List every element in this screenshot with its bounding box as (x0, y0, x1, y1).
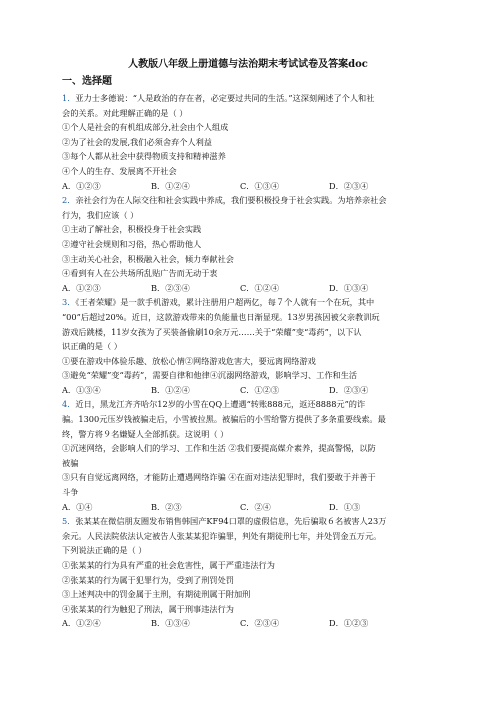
question-2 (62, 193, 434, 295)
statement-line: 斗争 (62, 487, 79, 498)
question-stem-line (62, 514, 434, 529)
statement-line: ③避免“荣耀”变“毒药”，需要自律和他律④沉溺网络游戏，影响学习、工作和生活 (62, 370, 358, 381)
statement-line: ③主动关心社会，积极融入社会，倾力奉献社会 (62, 253, 234, 264)
statement-line: ①张某某的行为具有严重的社会危害性，属于严重违法行为 (62, 560, 275, 570)
question-stem-text: 游戏后跳楼，11岁女孩为了买装备偷刷10余万元……关于“荣耀”变“毒药”，以下认 (62, 326, 362, 337)
answer-option: C．②④ (240, 501, 271, 512)
question-stem-line (62, 193, 434, 208)
statement-line: ①个人是社会的有机组成部分,社会由个人组成 (62, 122, 229, 133)
answer-option: B．②③④ (151, 282, 190, 293)
question-stem-text: 识正确的是（ ） (62, 341, 122, 352)
question-stem-text: 会的关系。对此理解正确的是（ ） (62, 107, 188, 118)
answer-options (62, 500, 434, 515)
statement-line: ②遵守社会规则和习俗，热心帮助他人 (62, 238, 202, 249)
statement-line: ②为了社会的发展,我们必须舍弃个人利益 (62, 136, 212, 147)
statement-line: ①主动了解社会，积极投身于社会实践 (62, 224, 202, 235)
question-4 (62, 397, 434, 514)
answer-option: A．①④ (62, 501, 93, 512)
answer-option: B．①②④ (151, 384, 190, 395)
answer-option: B．①②④ (151, 180, 190, 191)
statement-line: ④张某某的行为触犯了刑法，属于刑事违法行为 (62, 603, 234, 614)
statement-line: ④看到有人在公共场所乱贴广告而无动于衷 (62, 268, 218, 279)
answer-option: A．①②④ (62, 618, 101, 629)
question-stem-text: 《王者荣耀》是一款手机游戏，累计注册用户超两亿，每７个人就有一个在玩，其中 (75, 297, 375, 308)
answer-options (62, 281, 434, 296)
answer-option: D．②③④ (329, 384, 369, 395)
question-stem-line (62, 295, 434, 310)
question-stem-line (62, 427, 434, 442)
question-number: 2． (62, 195, 76, 206)
answer-options (62, 179, 434, 194)
question-stem-line (62, 543, 434, 558)
question-stem-text: 亲社会行为在人际交往和社会实践中养成，我们要积极投身于社会实践。为培养亲社会 (75, 195, 387, 206)
question-stem-text: “00”后超过20%。近日，这款游戏带来的负能量也日渐显现。13岁男孩因被父亲教训玩 (62, 311, 380, 322)
answer-option: B．②③ (151, 501, 182, 512)
statement-line: ①要在游戏中体验乐趣、放松心情②网络游戏危害大，要远离网络游戏 (62, 355, 316, 366)
answer-options (62, 616, 434, 631)
question-stem-line (62, 412, 434, 427)
question-1 (62, 91, 434, 193)
statement-line: 被骗 (62, 457, 79, 468)
question-number: 4． (62, 399, 76, 410)
question-stem-text: 余元。人民法院依法认定被告人张某某犯诈骗罪，判处有期徒刑七年，并处罚金五万元。 (62, 530, 382, 541)
statement-line: ③每个人都从社会中获得物质支持和精神滋养 (62, 151, 226, 162)
question-3 (62, 295, 434, 397)
question-stem-line (62, 208, 434, 223)
question-stem-text: 终，警方将９名嫌疑人全部抓获。这说明（ ） (62, 428, 229, 439)
question-stem-text: 近日，黑龙江齐齐哈尔12岁的小雪在QQ上遭遇“转账888元，返还8888元”的诈 (75, 399, 366, 410)
statement-line: ③只有自觉远离网络，才能防止遭遇网络诈骗 ④在面对违法犯罪时，我们要敢于并善于 (62, 472, 376, 483)
question-stem-line (62, 106, 434, 121)
answer-option: A．①③④ (62, 384, 101, 395)
question-5 (62, 514, 434, 631)
question-stem-text: 行为，我们应该（ ） (62, 209, 139, 220)
answer-option: C．①②④ (240, 282, 280, 293)
statement-line: ④个人的生存、发展离不开社会 (62, 165, 177, 176)
question-stem-text: 亚力士多德说：“人是政治的存在者，必定要过共同的生活。”这深刻阐述了个人和社 (75, 93, 375, 103)
question-number: 3． (62, 297, 76, 308)
question-stem-text: 骗。1300元压岁钱被骗走后，小雪被拉黑。被骗后的小雪给警方提供了多条重要线索。最 (62, 414, 386, 425)
answer-option: A．①②③ (62, 180, 101, 191)
question-stem-line (62, 339, 434, 354)
question-stem-line (62, 397, 434, 412)
statement-line: ③上述判决中的罚金属于主刑，有期徒刑属于附加刑 (62, 589, 251, 600)
answer-option: D．①③④ (329, 282, 369, 293)
answer-option: C．①②③ (240, 384, 280, 395)
answer-option: D．①②③ (329, 618, 369, 629)
answer-option: B．①③④ (151, 618, 190, 629)
answer-option: C．①③④ (240, 180, 280, 191)
answer-option: A．①②③ (62, 282, 101, 293)
question-stem-line (62, 325, 434, 340)
section-heading: 一、选择题 (62, 76, 112, 87)
document-title: 人教版八年级上册道德与法治期末考试试卷及答案doc (128, 59, 368, 70)
question-stem-line (62, 529, 434, 544)
answer-options (62, 383, 434, 398)
question-stem-line (62, 91, 434, 106)
statement-line: ②张某某的行为属于犯罪行为，受到了刑罚处罚 (62, 574, 234, 585)
question-list (62, 91, 434, 631)
question-stem-text: 下列说法正确的是（ ） (62, 545, 147, 556)
answer-option: C．②③④ (240, 618, 280, 629)
question-stem-text: 张某某在微信朋友圈发布销售韩国产KF94口罩的虚假信息，先后骗取６名被害人23万 (75, 516, 387, 527)
statement-line: ①沉迷网络，会影响人们的学习、工作和生活 ②我们要提高媒介素养，提高警惕，以防 (62, 443, 376, 454)
question-number: 5． (62, 516, 76, 527)
answer-option: D．②③④ (329, 180, 369, 191)
question-stem-line (62, 310, 434, 325)
answer-option: D．①③ (329, 501, 361, 512)
question-number: 1． (62, 93, 76, 103)
